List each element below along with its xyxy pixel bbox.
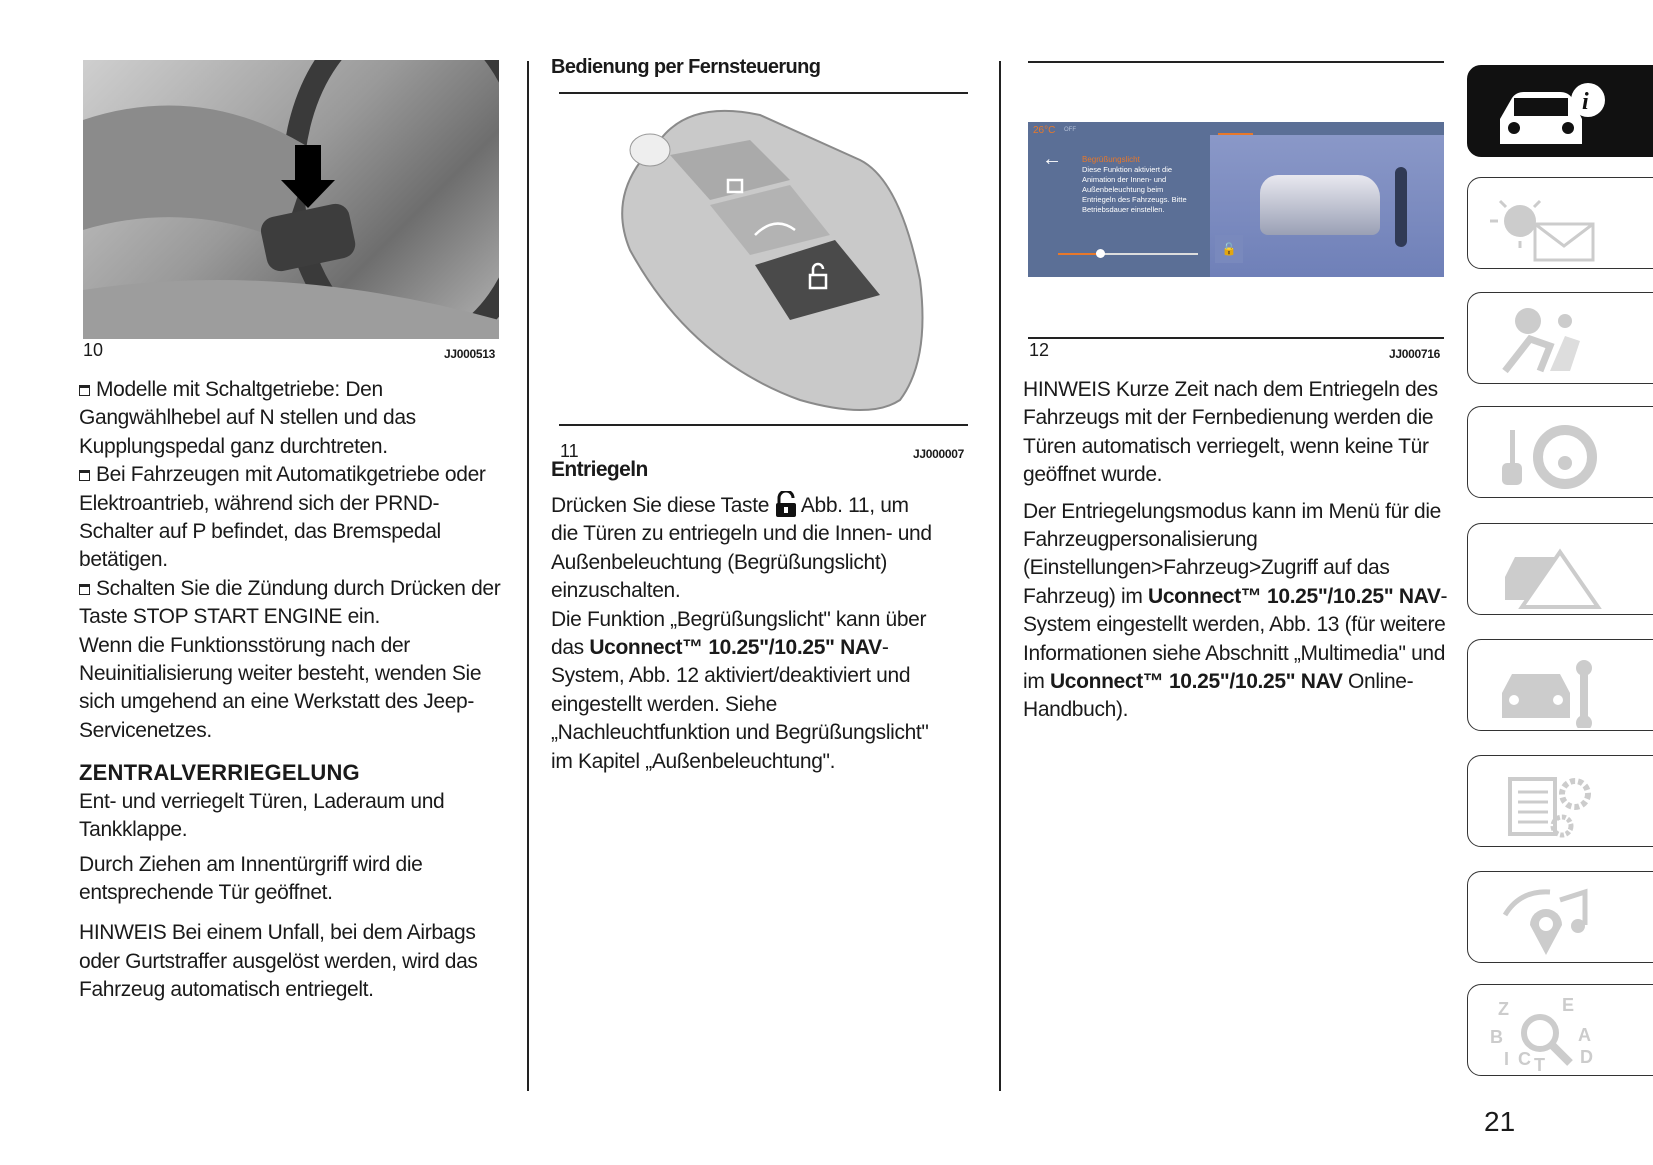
figure-id: JJ000007 xyxy=(913,447,964,461)
key-steering-wheel-icon xyxy=(1490,415,1610,495)
text: Der Entriegelungsmodus kann im Menü für die Fahrzeugpersonalisierung (Einstellungen>Fahrzeug>Zugriff auf das Fahrzeug) im xyxy=(1023,499,1442,608)
product-name: Uconnect™ 10.25"/10.25" NAV xyxy=(1049,670,1343,694)
page-number: 21 xyxy=(1484,1106,1516,1137)
unlock-button-icon xyxy=(775,491,797,517)
figure-11-image xyxy=(600,100,940,420)
note-paragraph: HINWEIS Kurze Zeit nach dem Entriegeln des Fahrzeugs mit der Fernbedienung werden die Türen automatisch verriegelt, wenn keine Tür geöffnet wurde. xyxy=(1023,378,1438,487)
figure-rule xyxy=(1028,61,1444,63)
svg-text:I: I xyxy=(1504,1049,1510,1069)
specs-gear-icon xyxy=(1490,764,1610,844)
status: OFF xyxy=(1064,127,1076,133)
note-paragraph: HINWEIS Bei einem Unfall, bei dem Airbags oder Gurtstraffer ausgelöst werden, wird das Fahrzeug automatisch entriegelt. xyxy=(79,921,478,1002)
figure-id: JJ000716 xyxy=(1389,347,1440,361)
text: Die Funktion „Begrüßungslicht" kann über das xyxy=(551,607,927,660)
svg-text:B: B xyxy=(1490,1027,1503,1047)
gear-selector-illustration xyxy=(83,60,499,339)
index-search-icon xyxy=(1490,993,1610,1073)
text: Abb. 11, um die Türen zu entriegeln und die Innen- und Außenbeleuchtung (Begrüßungslicht) einzuschalten. xyxy=(551,494,932,603)
tab-index[interactable] xyxy=(1467,984,1653,1076)
tab-multimedia[interactable] xyxy=(1467,871,1653,963)
checkbox-bullet-icon xyxy=(79,584,90,595)
checkbox-bullet-icon xyxy=(79,470,90,481)
figure-12-screen xyxy=(1028,122,1444,277)
bullet-item xyxy=(79,376,509,461)
screen-title: Begrüßungslicht xyxy=(1082,155,1140,164)
text: Drücken Sie diese Taste xyxy=(551,494,770,517)
tab-technical-data[interactable] xyxy=(1467,755,1653,847)
bullet-item xyxy=(79,461,509,575)
paragraph: Wenn die Funktionsstörung nach der Neuinitialisierung weiter besteht, wenden Sie sich umgehend an eine Werkstatt des Jeep-Servicenetzes. xyxy=(79,633,482,742)
subheading: Entriegeln xyxy=(551,458,648,481)
heading-rule xyxy=(559,92,968,94)
svg-text:Z: Z xyxy=(1498,999,1509,1019)
tab-vehicle-info[interactable] xyxy=(1467,65,1653,157)
left-column xyxy=(79,376,509,1005)
back-arrow-icon[interactable]: ← xyxy=(1042,148,1062,170)
svg-text:C: C xyxy=(1518,1049,1531,1069)
tab-warning-lights[interactable] xyxy=(1467,177,1653,269)
temperature: 26°C xyxy=(1033,125,1056,136)
svg-text:E: E xyxy=(1562,995,1575,1015)
figure-number: 12 xyxy=(1029,340,1050,360)
bullet-text: Bei Fahrzeugen mit Automatikgetriebe oder Elektroantrieb, während sich der PRND-Schalter auf P befindet, das Bremspedal betätigen. xyxy=(79,463,486,572)
car-wrench-icon xyxy=(1490,648,1610,728)
bullet-text: Schalten Sie die Zündung durch Drücken der Taste STOP START ENGINE ein. xyxy=(79,576,501,629)
column-divider xyxy=(527,61,529,1091)
text: -System eingestellt werden, Abb. 13 (für weitere Informationen siehe Abschnitt „Multimedia" und im xyxy=(1023,584,1448,694)
screen-description: Diese Funktion aktiviert die Animation der Innen- und Außenbeleuchtung beim Entriegeln des Fahrzeugs. Bitte Betriebsdauer einstellen. xyxy=(1082,165,1187,214)
figure-number: 11 xyxy=(560,441,579,461)
paragraph: Ent- und verriegelt Türen, Laderaum und Tankklappe. xyxy=(79,789,445,842)
multimedia-icon xyxy=(1490,880,1610,960)
lock-icon: 🔓 xyxy=(1215,235,1243,263)
paragraph xyxy=(551,491,941,606)
tab-safety[interactable] xyxy=(1467,292,1653,384)
paragraph xyxy=(1023,498,1448,725)
paragraph xyxy=(551,606,941,776)
column-divider xyxy=(999,61,1001,1091)
checkbox-bullet-icon xyxy=(79,385,90,396)
car-info-icon xyxy=(1490,74,1610,154)
svg-text:T: T xyxy=(1534,1055,1545,1073)
car-hazard-triangle-icon xyxy=(1490,532,1610,612)
svg-text:A: A xyxy=(1578,1025,1591,1045)
figure-rule xyxy=(559,424,968,426)
figure-rule xyxy=(1028,337,1444,339)
right-column xyxy=(1023,376,1448,725)
text: -System, Abb. 12 aktiviert/deaktiviert und eingestellt werden. Siehe „Nachleuchtfunktion und Begrüßungslicht" im Kapitel „Außenbeleuchtung". xyxy=(551,636,929,773)
tab-maintenance[interactable] xyxy=(1467,639,1653,731)
bullet-item xyxy=(79,575,509,632)
svg-text:D: D xyxy=(1580,1047,1593,1067)
middle-column xyxy=(551,491,941,776)
paragraph: Durch Ziehen am Innentürgriff wird die entsprechende Tür geöffnet. xyxy=(79,852,423,904)
product-name: Uconnect™ 10.25"/10.25" NAV xyxy=(1148,584,1441,608)
airbag-seat-icon xyxy=(1490,301,1610,381)
svg-text:i: i xyxy=(1582,89,1589,115)
vehicle-image xyxy=(1210,135,1444,277)
section-title: ZENTRALVERRIEGELUNG xyxy=(79,760,360,786)
section-heading: Bedienung per Fernsteuerung xyxy=(551,56,821,78)
tab-starting-driving[interactable] xyxy=(1467,406,1653,498)
duration-slider[interactable] xyxy=(1058,253,1198,255)
figure-number: 10 xyxy=(83,340,104,360)
figure-id: JJ000513 xyxy=(444,347,495,361)
tab-emergency[interactable] xyxy=(1467,523,1653,615)
figure-10-image xyxy=(83,60,499,339)
product-name: Uconnect™ 10.25"/10.25" NAV xyxy=(589,636,882,660)
key-fob-illustration xyxy=(600,100,940,420)
warning-light-message-icon xyxy=(1490,186,1610,266)
text: Online-Handbuch). xyxy=(1023,670,1414,722)
bullet-text: Modelle mit Schaltgetriebe: Den Gangwählhebel auf N stellen und das Kupplungspedal ganz durchtreten. xyxy=(79,378,416,458)
